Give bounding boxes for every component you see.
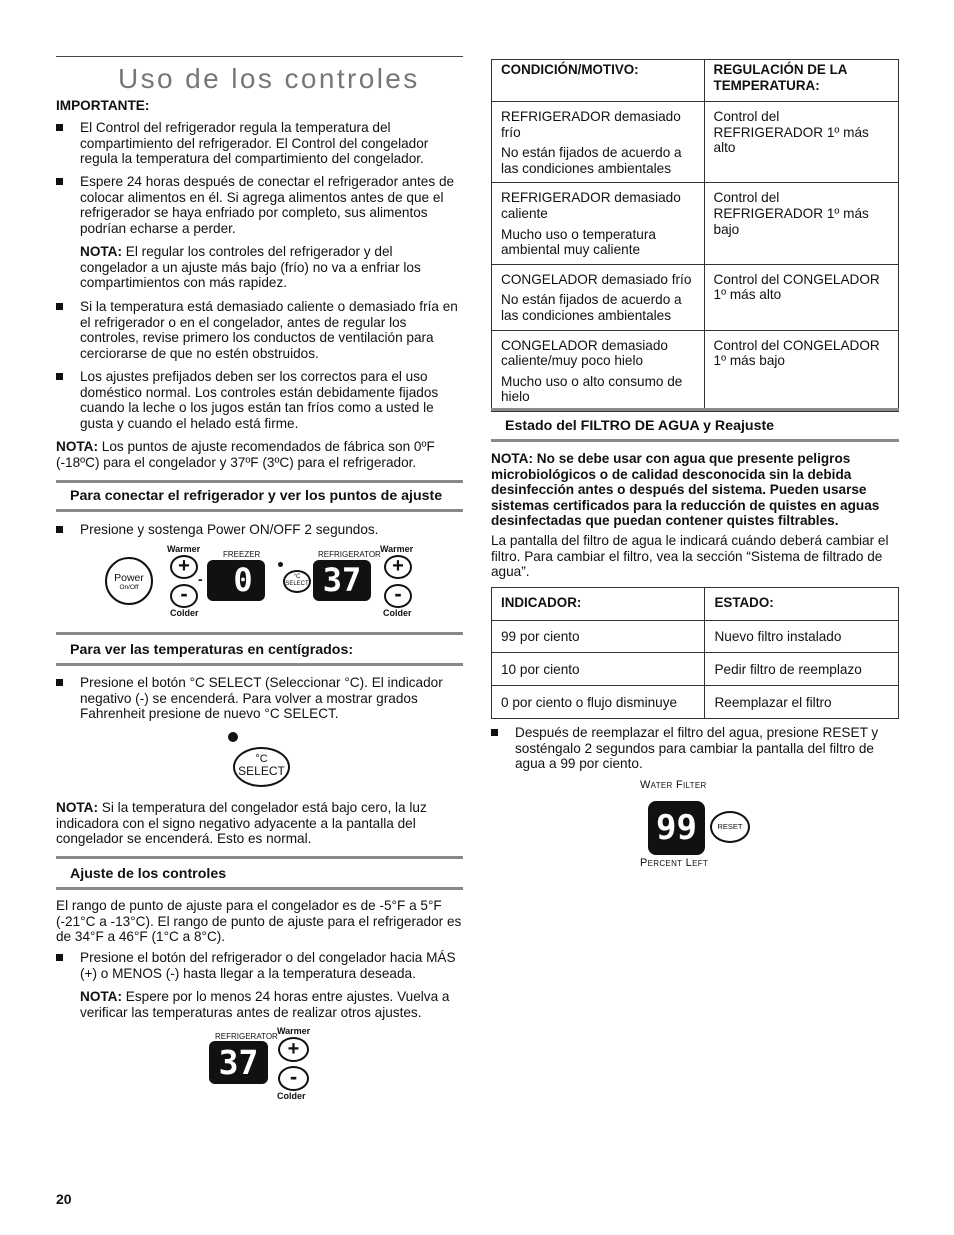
- table-header: INDICADOR:: [492, 588, 705, 621]
- cell-text: CONGELADOR demasiado caliente/muy poco hielo: [501, 337, 668, 369]
- refrigerator-value: 37: [218, 1043, 259, 1082]
- refrigerator-panel: [205, 1024, 325, 1104]
- table-row: [492, 686, 899, 719]
- table-row: [492, 330, 899, 411]
- section-header: [56, 480, 463, 512]
- celsius-select-button[interactable]: [283, 570, 311, 593]
- note-label: NOTA:: [56, 800, 99, 815]
- section-header: [491, 408, 899, 442]
- plus-icon: +: [178, 555, 190, 577]
- warning-paragraph: NOTA: No se debe usar con agua que presente peligros microbiológicos o de calidad desconocida sin la debida desinfección antes o después del sistema. Pueden usarse sistemas certificados para la reducción de quistes en aguas desinfectadas que puedan contener quistes filtrables.: [491, 451, 880, 529]
- list-item: [56, 675, 463, 723]
- freezer-display: [207, 560, 265, 601]
- plus-icon: +: [287, 1038, 300, 1060]
- bullet-text: Si la temperatura está demasiado caliente o demasiado fría en el refrigerador o en el congelador, antes de regular los controles, revise primero los conductos de ventilación para cerciorarse de que no estén obstruidos.: [80, 299, 458, 361]
- refrigerator-value: 37: [322, 561, 362, 599]
- percent-left-label: Percent Left: [640, 857, 709, 869]
- celsius-indicator-dot: [228, 732, 238, 742]
- cell-text: Mucho uso o alto consumo de hielo: [501, 373, 683, 405]
- refrigerator-warmer-label: Warmer: [380, 544, 414, 554]
- note-paragraph: [80, 989, 463, 1020]
- note-paragraph: [56, 800, 463, 847]
- list-item: [56, 299, 463, 363]
- cell-text: REFRIGERADOR demasiado caliente: [501, 190, 681, 221]
- bullet-icon: [56, 178, 63, 185]
- warmer-label: Warmer: [277, 1026, 311, 1036]
- power-label: Power: [114, 572, 144, 584]
- filter-status-table: [491, 587, 899, 719]
- reset-button[interactable]: [710, 811, 750, 843]
- refrigerator-plus-button[interactable]: [384, 555, 412, 579]
- table-cell: Nuevo filtro instalado: [705, 621, 899, 653]
- bullet-text: El Control del refrigerador regula la temperatura del compartimiento del refrigerador. El Control del congelador regula la temperatura del compartimiento del congelador.: [80, 120, 429, 167]
- select-c-label: °C: [293, 574, 301, 580]
- table-cell: [492, 183, 705, 264]
- minus-icon: -: [180, 581, 188, 606]
- water-filter-value: 99: [656, 808, 697, 848]
- note-paragraph: [80, 244, 463, 291]
- page-title: Uso de los controles: [118, 63, 420, 94]
- page-number: 20: [56, 1191, 72, 1207]
- important-label: IMPORTANTE:: [56, 98, 150, 113]
- table-cell: Control del CONGELADOR 1º más alto: [704, 264, 898, 330]
- cell-text: REFRIGERADOR demasiado frío: [501, 109, 681, 140]
- section-header: [56, 632, 463, 666]
- table-cell: [492, 264, 705, 330]
- refrigerator-minus-button[interactable]: [278, 1066, 309, 1091]
- list-item: [56, 120, 463, 168]
- paragraph: La pantalla del filtro de agua le indicará cuándo deberá cambiar el filtro. Para cambiar el filtro, vea la sección “Sistema de filtrado de agua”.: [491, 533, 889, 580]
- celsius-select-button-large[interactable]: [233, 747, 290, 787]
- plus-icon: +: [392, 555, 404, 577]
- refrigerator-plus-button[interactable]: [278, 1037, 309, 1062]
- power-sub-label: On/Off: [119, 584, 139, 591]
- freezer-label: FREEZER: [223, 550, 261, 559]
- celsius-indicator-dot: [278, 562, 283, 567]
- note-paragraph: [56, 439, 463, 470]
- table-cell: Reemplazar el filtro: [705, 686, 899, 719]
- refrigerator-display: [209, 1041, 268, 1084]
- minus-icon: -: [289, 1064, 298, 1089]
- bullet-text: Después de reemplazar el filtro del agua, presione RESET y sosténgalo 2 segundos para cambiar la pantalla del filtro de agua a 99 por ciento.: [515, 725, 879, 772]
- freezer-warmer-label: Warmer: [167, 544, 201, 554]
- table-row: [492, 653, 899, 686]
- section-title: Estado del FILTRO DE AGUA y Reajuste: [505, 418, 775, 434]
- reset-label: RESET: [717, 822, 743, 831]
- list-item: [491, 725, 899, 773]
- note-label: NOTA:: [56, 439, 99, 454]
- refrigerator-colder-label: Colder: [383, 608, 412, 618]
- note-text: Los puntos de ajuste recomendados de fábrica son 0ºF (-18ºC) para el congelador y 37ºF (3ºC) para el refrigerador.: [56, 439, 435, 470]
- bullet-icon: [56, 124, 63, 131]
- refrigerator-display: [313, 560, 371, 601]
- top-rule-left: [56, 56, 463, 57]
- colder-label: Colder: [277, 1091, 306, 1101]
- bullet-text: Espere 24 horas después de conectar el refrigerador antes de colocar alimentos en él. Si agrega alimentos antes de que el refrigerador se haya enfriado por completo, sus alimentos podrían echarse a perder.: [80, 174, 455, 236]
- table-cell: Control del REFRIGERADOR 1º más bajo: [704, 183, 898, 264]
- table-cell: 10 por ciento: [492, 653, 705, 686]
- bullet-icon: [56, 954, 63, 961]
- negative-indicator: -: [198, 571, 203, 587]
- bullet-text: Los ajustes prefijados deben ser los correctos para el uso doméstico normal. Los controles están debidamente fijados cuando la leche o los jugos están tan fríos como a usted le gusta y cuando el helado está firme.: [80, 369, 439, 431]
- note-text: Espere por lo menos 24 horas entre ajustes. Vuelva a verificar las temperaturas antes de realizar otros ajustes.: [80, 989, 450, 1020]
- freezer-plus-button[interactable]: [170, 555, 198, 579]
- note-label: NOTA:: [80, 989, 123, 1004]
- paragraph: El rango de punto de ajuste para el congelador es de -5°F a 5°F (-21°C a -13°C). El rango de punto de ajuste para el refrigerador es de 34°F a 46°F (1°C a 8°C).: [56, 898, 462, 945]
- table-header: CONDICIÓN/MOTIVO:: [492, 60, 705, 102]
- table-cell: Control del REFRIGERADOR 1º más alto: [704, 102, 898, 183]
- freezer-colder-label: Colder: [170, 608, 199, 618]
- table-cell: [492, 330, 705, 411]
- cell-text: No están fijados de acuerdo a las condiciones ambientales: [501, 145, 682, 176]
- table-row: [492, 621, 899, 653]
- water-filter-panel: [638, 776, 758, 872]
- refrigerator-label: REFRIGERATOR: [215, 1032, 278, 1041]
- cell-text: No están fijados de acuerdo a las condiciones ambientales: [501, 292, 682, 323]
- bullet-icon: [56, 303, 63, 310]
- power-button[interactable]: [105, 557, 153, 605]
- list-item: [56, 522, 463, 538]
- select-label: SELECT: [238, 764, 285, 778]
- list-item: [56, 369, 463, 433]
- note-text: El regular los controles del refrigerador y del congelador a un ajuste más bajo (frío) no va a enfriar los compartimientos con más rapidez.: [80, 244, 421, 291]
- table-header: REGULACIÓN DE LA TEMPERATURA:: [704, 60, 898, 102]
- minus-icon: -: [394, 581, 402, 606]
- table-cell: 0 por ciento o flujo disminuye: [492, 686, 705, 719]
- bullet-icon: [56, 373, 63, 380]
- table-cell: 99 por ciento: [492, 621, 705, 653]
- water-filter-display: [648, 801, 705, 855]
- select-c-label: °C: [255, 753, 268, 765]
- freezer-value: 0: [233, 561, 253, 599]
- select-label: SELECT: [285, 581, 309, 587]
- control-panel: [100, 542, 420, 620]
- table-cell: Control del CONGELADOR 1º más bajo: [704, 330, 898, 411]
- table-header: ESTADO:: [705, 588, 899, 621]
- bullet-text: Presione y sostenga Power ON/OFF 2 segundos.: [80, 522, 379, 537]
- bullet-text: Presione el botón °C SELECT (Seleccionar °C). El indicador negativo (-) se encenderá. Para volver a mostrar grados Fahrenheit presione de nuevo °C SELECT.: [80, 675, 443, 722]
- bullet-icon: [56, 679, 63, 686]
- list-item: [56, 950, 463, 982]
- section-header: [56, 856, 463, 890]
- table-cell: Pedir filtro de reemplazo: [705, 653, 899, 686]
- water-filter-title: Water Filter: [640, 779, 707, 791]
- note-label: NOTA:: [80, 244, 123, 259]
- temperature-adjustment-table: [491, 59, 899, 412]
- cell-text: CONGELADOR demasiado frío: [501, 271, 692, 287]
- table-row: [492, 183, 899, 264]
- table-row: [492, 264, 899, 330]
- bullet-icon: [491, 729, 498, 736]
- refrigerator-label: REFRIGERATOR: [318, 550, 381, 559]
- section-title: Para ver las temperaturas en centígrados:: [70, 642, 354, 658]
- bullet-text: Presione el botón del refrigerador o del congelador hacia MÁS (+) o MENOS (-) hasta llegar a la temperatura deseada.: [80, 950, 456, 981]
- section-title: Ajuste de los controles: [70, 866, 227, 882]
- list-item: [56, 174, 463, 238]
- freezer-minus-button[interactable]: [170, 581, 198, 608]
- cell-text: Mucho uso o temperatura ambiental muy caliente: [501, 226, 656, 258]
- section-title: Para conectar el refrigerador y ver los puntos de ajuste: [70, 488, 443, 504]
- note-text: Si la temperatura del congelador está bajo cero, la luz indicadora con el signo negativo adyacente a la pantalla del congelador se encenderá. Esto es normal.: [56, 800, 427, 847]
- table-row: [492, 102, 899, 183]
- table-cell: [492, 102, 705, 183]
- bullet-icon: [56, 526, 63, 533]
- refrigerator-minus-button[interactable]: [384, 581, 412, 608]
